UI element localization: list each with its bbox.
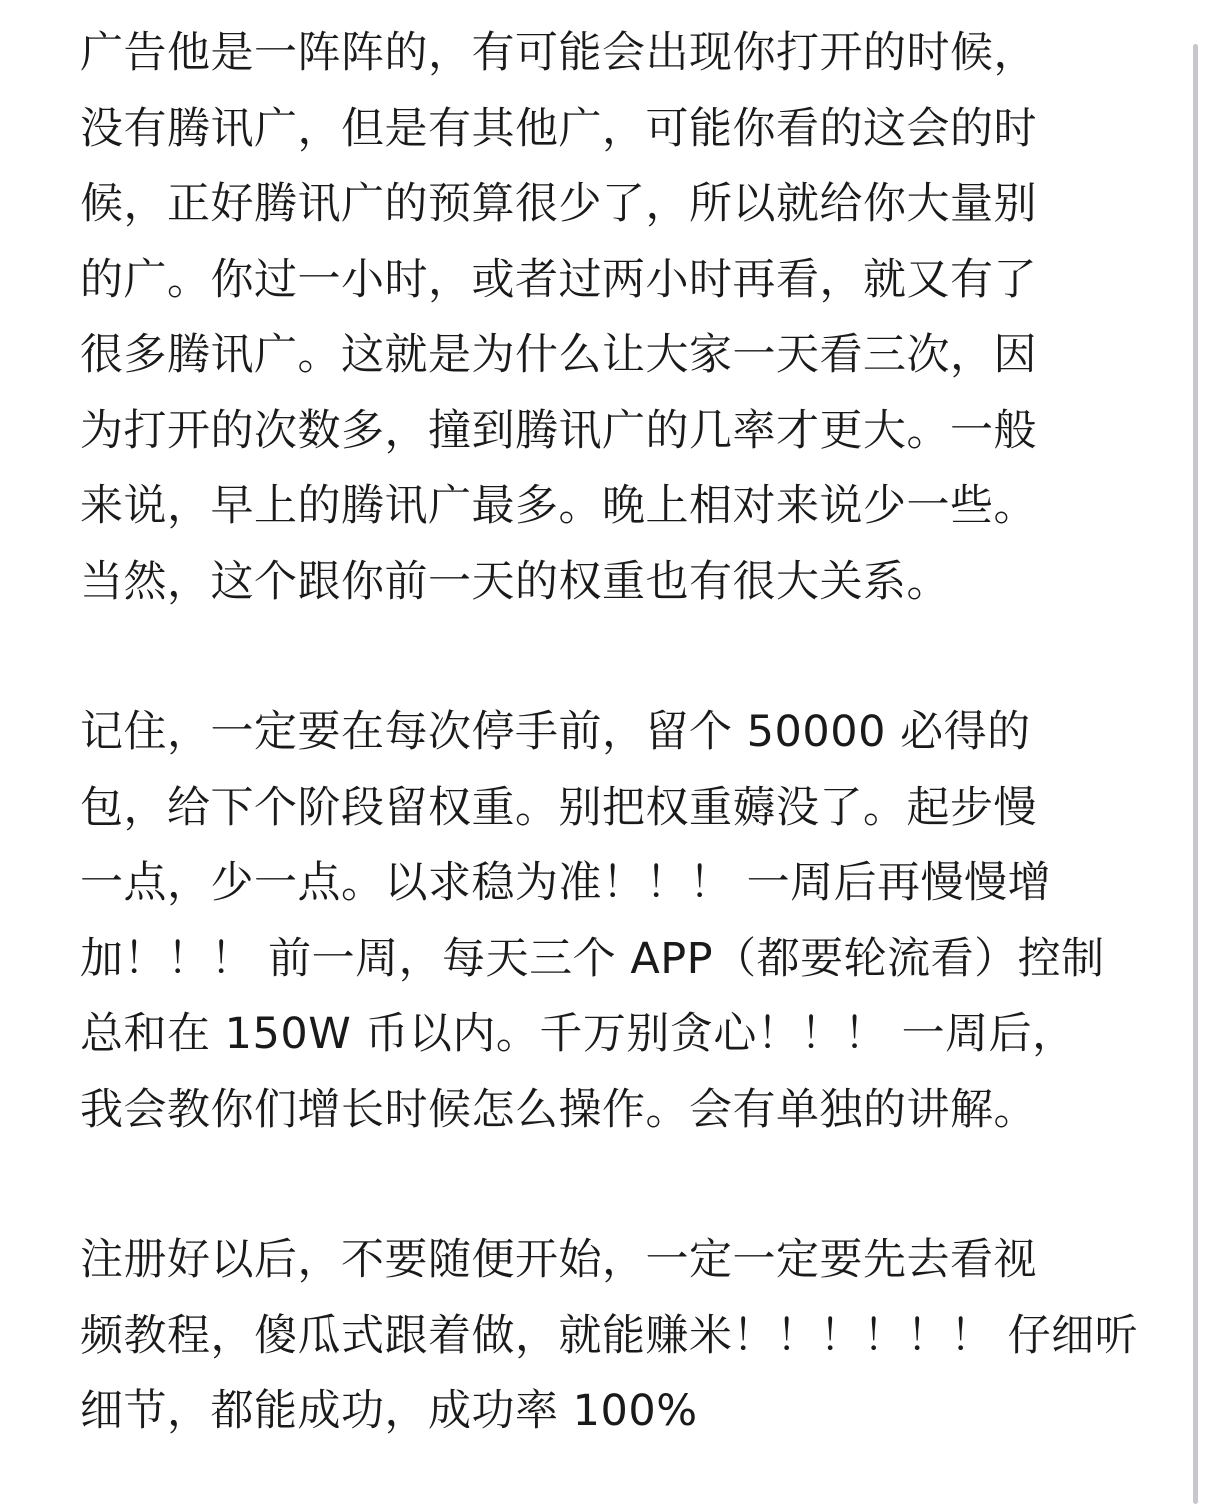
text-line: 为打开的次数多，撞到腾讯广的几率才更大。一般 (80, 405, 1037, 456)
text-line: 来说，早上的腾讯广最多。晚上相对来说少一些。 (80, 481, 1037, 531)
paragraph-spacer (80, 620, 1140, 695)
text-line: 没有腾讯广，但是有其他广，可能你看的这会的时 (80, 103, 1037, 154)
text-line: 细节，都能成功，成功率 100% (80, 1386, 698, 1436)
paragraph-ads-timing (80, 16, 1140, 620)
text-line: 当然，这个跟你前一天的权重也有很大关系。 (80, 556, 950, 607)
text-line: 加！！！ 前一周，每天三个 APP（都要轮流看）控制 (80, 933, 1105, 984)
text-line: 我会教你们增长时候怎么操作。会有单独的讲解。 (80, 1084, 1037, 1135)
text-line: 一点，少一点。以求稳为准！！！ 一周后再慢慢增 (80, 858, 1052, 908)
text-line: 总和在 150W 币以内。千万别贪心！！！ 一周后， (80, 1009, 1076, 1059)
paragraph-tutorial-advice (80, 1223, 1140, 1450)
text-line: 包，给下个阶段留权重。别把权重薅没了。起步慢 (80, 782, 1037, 833)
article-body (80, 16, 1140, 1450)
text-line: 频教程，傻瓜式跟着做，就能赚米！！！！！！ 仔细听 (80, 1310, 1139, 1361)
text-line: 广告他是一阵阵的，有可能会出现你打开的时候， (80, 28, 1037, 78)
text-line: 候，正好腾讯广的预算很少了，所以就给你大量别 (80, 179, 1037, 229)
text-line: 很多腾讯广。这就是为什么让大家一天看三次，因 (80, 330, 1037, 380)
text-line: 的广。你过一小时，或者过两小时再看，就又有了 (80, 254, 1037, 305)
text-line: 注册好以后，不要随便开始，一定一定要先去看视 (80, 1235, 1037, 1285)
text-line: 记住，一定要在每次停手前，留个 50000 必得的 (80, 707, 1031, 757)
paragraph-spacer (80, 1148, 1140, 1223)
paragraph-weight-advice (80, 695, 1140, 1148)
vertical-scrollbar[interactable] (1193, 44, 1198, 1504)
